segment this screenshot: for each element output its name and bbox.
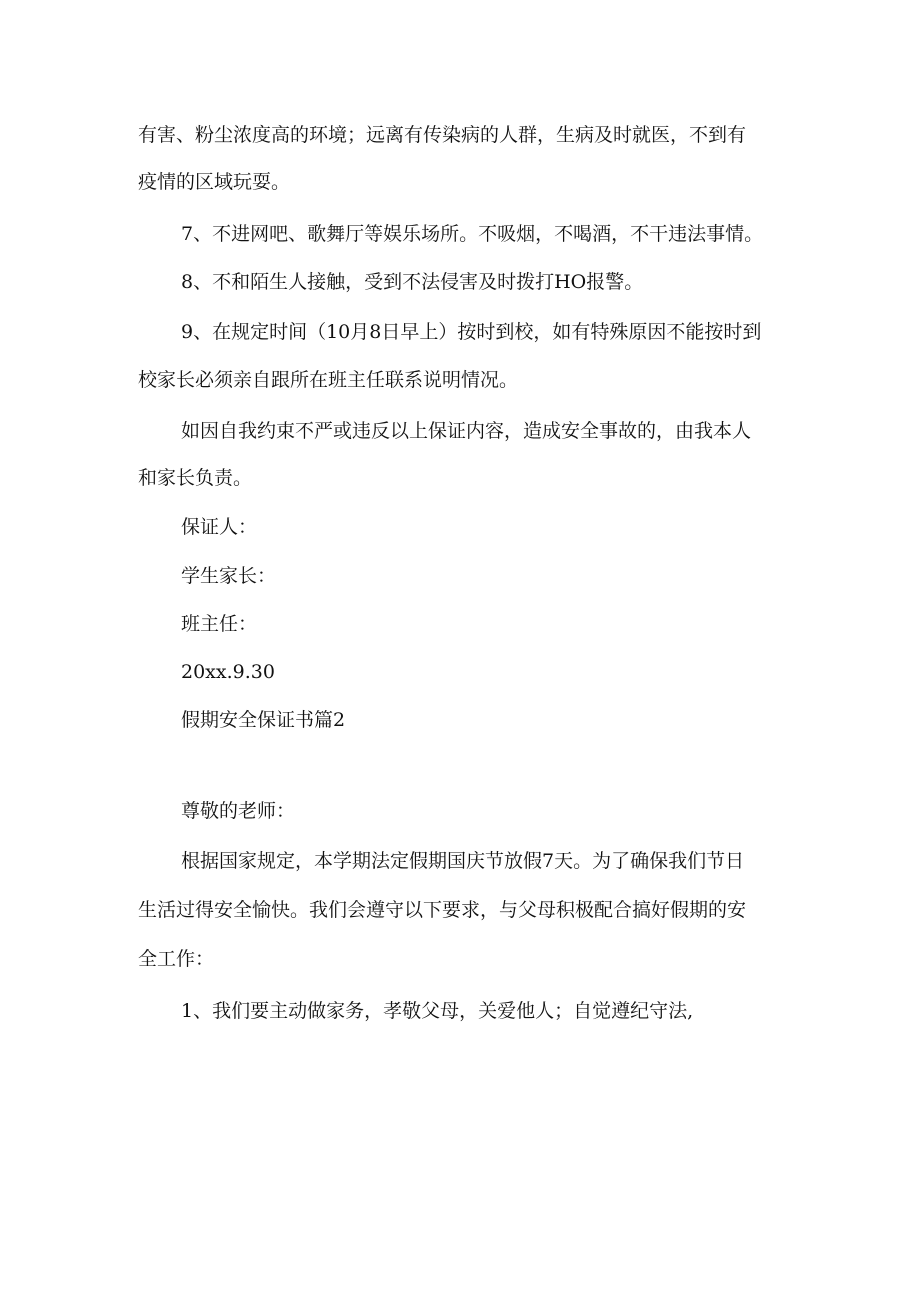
teacher-label: 班主任： bbox=[181, 613, 258, 635]
list-item-1: 1、我们要主动做家务，孝敬父母，关爱他人；自觉遵纪守法, bbox=[181, 1000, 694, 1022]
paragraph-line: 和家长负责。 bbox=[138, 467, 253, 489]
list-item-9: 9、在规定时间（10月8日早上）按时到校，如有特殊原因不能按时到 bbox=[181, 321, 762, 343]
intro-paragraph: 根据国家规定，本学期法定假期国庆节放假7天。为了确保我们节日 bbox=[181, 850, 745, 872]
responsibility-paragraph: 如因自我约束不严或违反以上保证内容，造成安全事故的，由我本人 bbox=[181, 420, 752, 442]
salutation: 尊敬的老师： bbox=[181, 800, 296, 822]
section-title: 假期安全保证书篇2 bbox=[181, 709, 346, 731]
parent-label: 学生家长： bbox=[181, 565, 277, 587]
date-text: 20xx.9.30 bbox=[181, 661, 275, 683]
paragraph-line: 全工作： bbox=[138, 948, 215, 970]
list-item-8: 8、不和陌生人接触，受到不法侵害及时拨打HO报警。 bbox=[181, 271, 644, 293]
guarantor-label: 保证人： bbox=[181, 516, 258, 538]
paragraph-line: 疫情的区域玩耍。 bbox=[138, 171, 291, 193]
paragraph-line: 生活过得安全愉快。我们会遵守以下要求，与父母积极配合搞好假期的安 bbox=[138, 899, 747, 921]
list-item-7: 7、不进网吧、歌舞厅等娱乐场所。不吸烟，不喝酒，不干违法事情。 bbox=[181, 223, 764, 245]
paragraph-line: 有害、粉尘浓度高的环境；远离有传染病的人群，生病及时就医，不到有 bbox=[138, 124, 747, 146]
paragraph-line: 校家长必须亲自跟所在班主任联系说明情况。 bbox=[138, 369, 519, 391]
